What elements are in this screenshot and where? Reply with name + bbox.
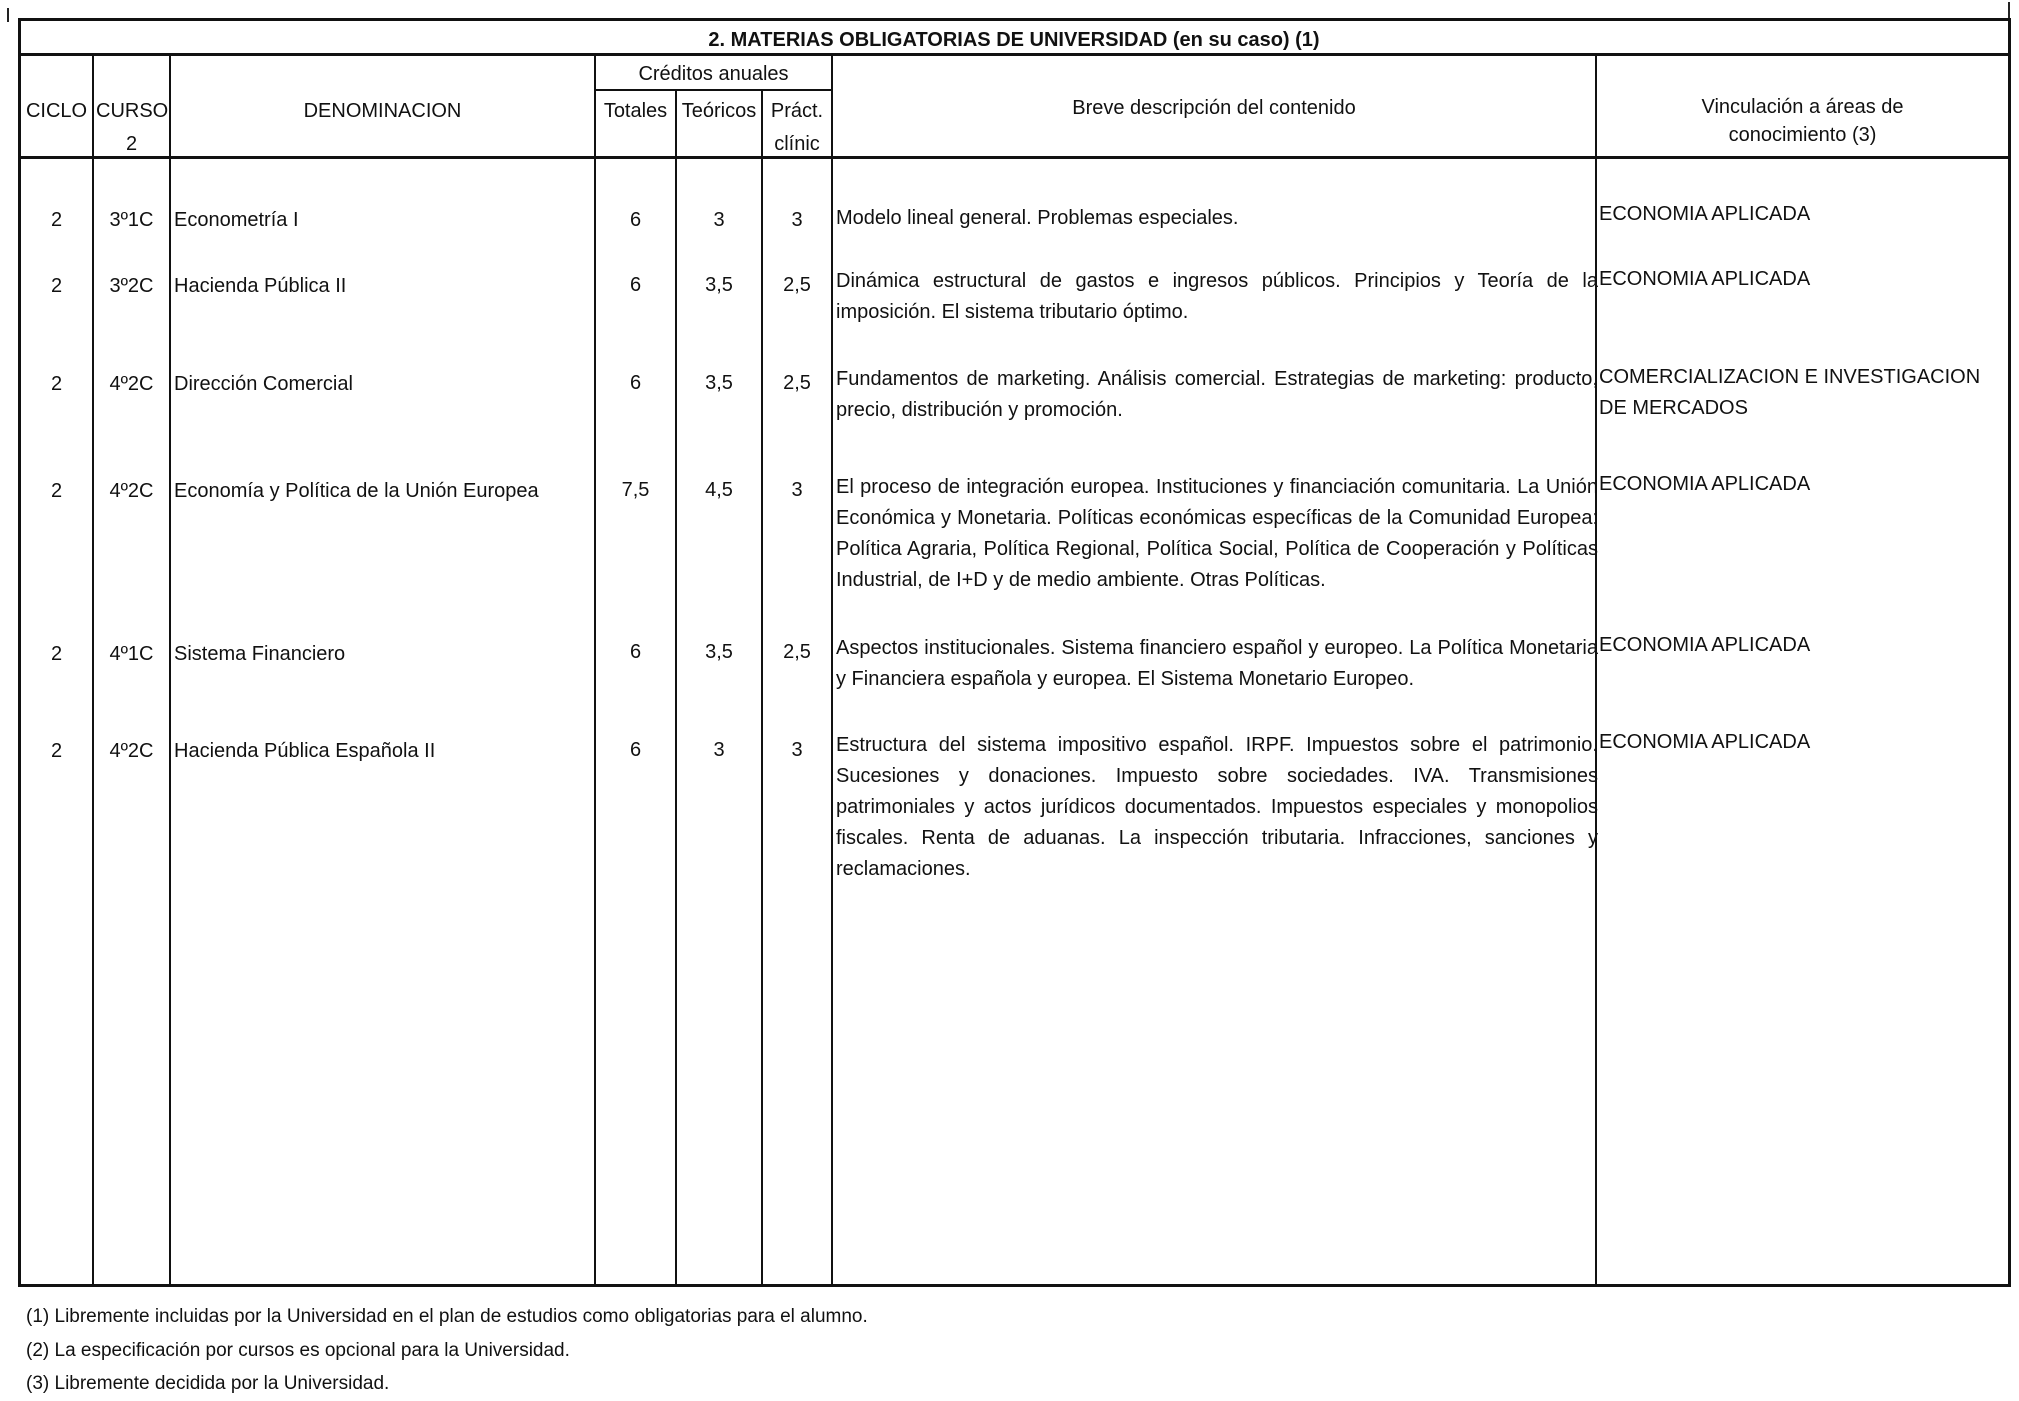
col-sep-practicos-descripcion xyxy=(831,56,833,1286)
title-bottom-border xyxy=(18,53,2010,56)
table-bottom-border xyxy=(18,1284,2010,1287)
row-3-denominacion: Dirección Comercial xyxy=(174,373,353,395)
header-creditos-anuales: Créditos anuales xyxy=(638,63,789,85)
row-4-teoricos: 4,5 xyxy=(705,479,733,501)
row-1-curso: 3º1C xyxy=(109,209,154,231)
row-2-denominacion: Hacienda Pública II xyxy=(174,275,347,297)
header-ciclo: CICLO xyxy=(25,100,88,122)
header-totales: Totales xyxy=(603,100,668,122)
footnotes xyxy=(26,1300,868,1401)
row-1-practicos: 3 xyxy=(791,209,803,231)
row-6-ciclo: 2 xyxy=(50,740,63,762)
header-descripcion: Breve descripción del contenido xyxy=(1072,97,1356,119)
header-teoricos: Teóricos xyxy=(681,100,757,122)
row-2-teoricos: 3,5 xyxy=(705,274,733,296)
row-2-area: ECONOMIA APLICADA xyxy=(1599,268,1811,290)
row-2-descripcion: Dinámica estructural de gastos e ingresos públicos. Principios y Teoría de la imposición. El sistema tributario óptimo. xyxy=(836,270,1598,323)
header-curso-note: 2 xyxy=(125,133,138,155)
row-2-ciclo: 2 xyxy=(50,275,63,297)
row-3-ciclo: 2 xyxy=(50,373,63,395)
row-1-descripcion: Modelo lineal general. Problemas especiales. xyxy=(836,207,1239,229)
row-6-area: ECONOMIA APLICADA xyxy=(1599,731,1811,753)
row-1-teoricos: 3 xyxy=(713,209,725,231)
row-5-denominacion: Sistema Financiero xyxy=(174,643,346,665)
row-5-teoricos: 3,5 xyxy=(705,641,733,663)
footnote-1: (1) Libremente incluidas por la Universidad en el plan de estudios como obligatorias para el alumno. xyxy=(26,1306,868,1327)
scan-margin-mark xyxy=(7,8,9,22)
row-1-ciclo: 2 xyxy=(50,209,63,231)
creditos-subheader-border xyxy=(594,89,833,91)
row-5-ciclo: 2 xyxy=(50,643,63,665)
header-vinculacion-areas: conocimiento (3) xyxy=(1728,124,1877,146)
header-denominacion: DENOMINACION xyxy=(303,100,462,122)
row-2-curso: 3º2C xyxy=(109,275,154,297)
row-4-denominacion: Economía y Política de la Unión Europea xyxy=(174,480,539,502)
table-title: 2. MATERIAS OBLIGATORIAS DE UNIVERSIDAD (en su caso) (1) xyxy=(708,29,1320,51)
footnote-2: (2) La especificación por cursos es opcional para la Universidad. xyxy=(26,1339,570,1361)
row-4-practicos: 3 xyxy=(791,479,803,501)
row-6-practicos: 3 xyxy=(791,739,803,761)
row-6-denominacion: Hacienda Pública Española II xyxy=(174,740,436,762)
row-1-totales: 6 xyxy=(629,209,642,231)
row-6-curso: 4º2C xyxy=(109,740,154,762)
row-3-teoricos: 3,5 xyxy=(705,372,733,394)
row-4-area: ECONOMIA APLICADA xyxy=(1599,473,1811,495)
row-3-curso: 4º2C xyxy=(109,373,154,395)
row-5-descripcion: Aspectos institucionales. Sistema financiero español y europeo. La Política Monetaria y Financiera española y europea. El Sistema Monetario Europeo. xyxy=(836,637,1598,690)
table-top-border xyxy=(18,18,2010,21)
row-4-descripcion: El proceso de integración europea. Instituciones y financiación comunitaria. La Unión Económica y Monetaria. Políticas económicas específicas de la Comunidad Europea: Política Agraria, Política Regional, Política Social, Política de Cooperación y Políticas Industrial, de I+D y de medio ambiente. Otras Políticas. xyxy=(836,476,1598,591)
row-6-totales: 6 xyxy=(629,739,642,761)
header-practicos: Práct. xyxy=(770,100,824,122)
row-5-totales: 6 xyxy=(629,641,642,663)
row-5-curso: 4º1C xyxy=(109,643,154,665)
row-6-descripcion: Estructura del sistema impositivo español. IRPF. Impuestos sobre el patrimonio. Sucesiones y donaciones. Impuesto sobre sociedades. IVA. Transmisiones patrimoniales y actos jurídicos documentados. Impuestos especiales y monopolios fiscales. Renta de aduanas. La inspección tributaria. Infracciones, sanciones y reclamaciones. xyxy=(836,734,1598,880)
footnote-3: (3) Libremente decidida por la Universidad. xyxy=(26,1373,390,1394)
row-3-descripcion: Fundamentos de marketing. Análisis comercial. Estrategias de marketing: producto, precio, distribución y promoción. xyxy=(836,368,1598,421)
header-practicos-clinic: clínic xyxy=(774,133,820,155)
col-sep-denominacion-totales xyxy=(594,56,596,1286)
row-2-totales: 6 xyxy=(629,274,642,296)
row-2-practicos: 2,5 xyxy=(783,274,811,296)
row-5-area: ECONOMIA APLICADA xyxy=(1599,634,1811,656)
row-4-curso: 4º2C xyxy=(109,480,154,502)
header-vinculacion: Vinculación a áreas de xyxy=(1701,96,1904,118)
header-bottom-border xyxy=(18,156,2010,159)
header-curso: CURSO xyxy=(96,100,169,122)
row-1-area: ECONOMIA APLICADA xyxy=(1599,203,1811,225)
col-sep-curso-denominacion xyxy=(169,56,171,1286)
row-3-practicos: 2,5 xyxy=(783,372,811,394)
row-5-practicos: 2,5 xyxy=(783,641,811,663)
row-6-teoricos: 3 xyxy=(713,739,725,761)
row-3-area: COMERCIALIZACION E INVESTIGACION DE MERCADOS xyxy=(1599,366,1981,419)
row-3-totales: 6 xyxy=(629,372,642,394)
col-sep-ciclo-curso xyxy=(92,56,94,1286)
row-4-totales: 7,5 xyxy=(621,479,650,501)
row-1-denominacion: Econometría I xyxy=(174,209,299,231)
row-4-ciclo: 2 xyxy=(50,480,63,502)
